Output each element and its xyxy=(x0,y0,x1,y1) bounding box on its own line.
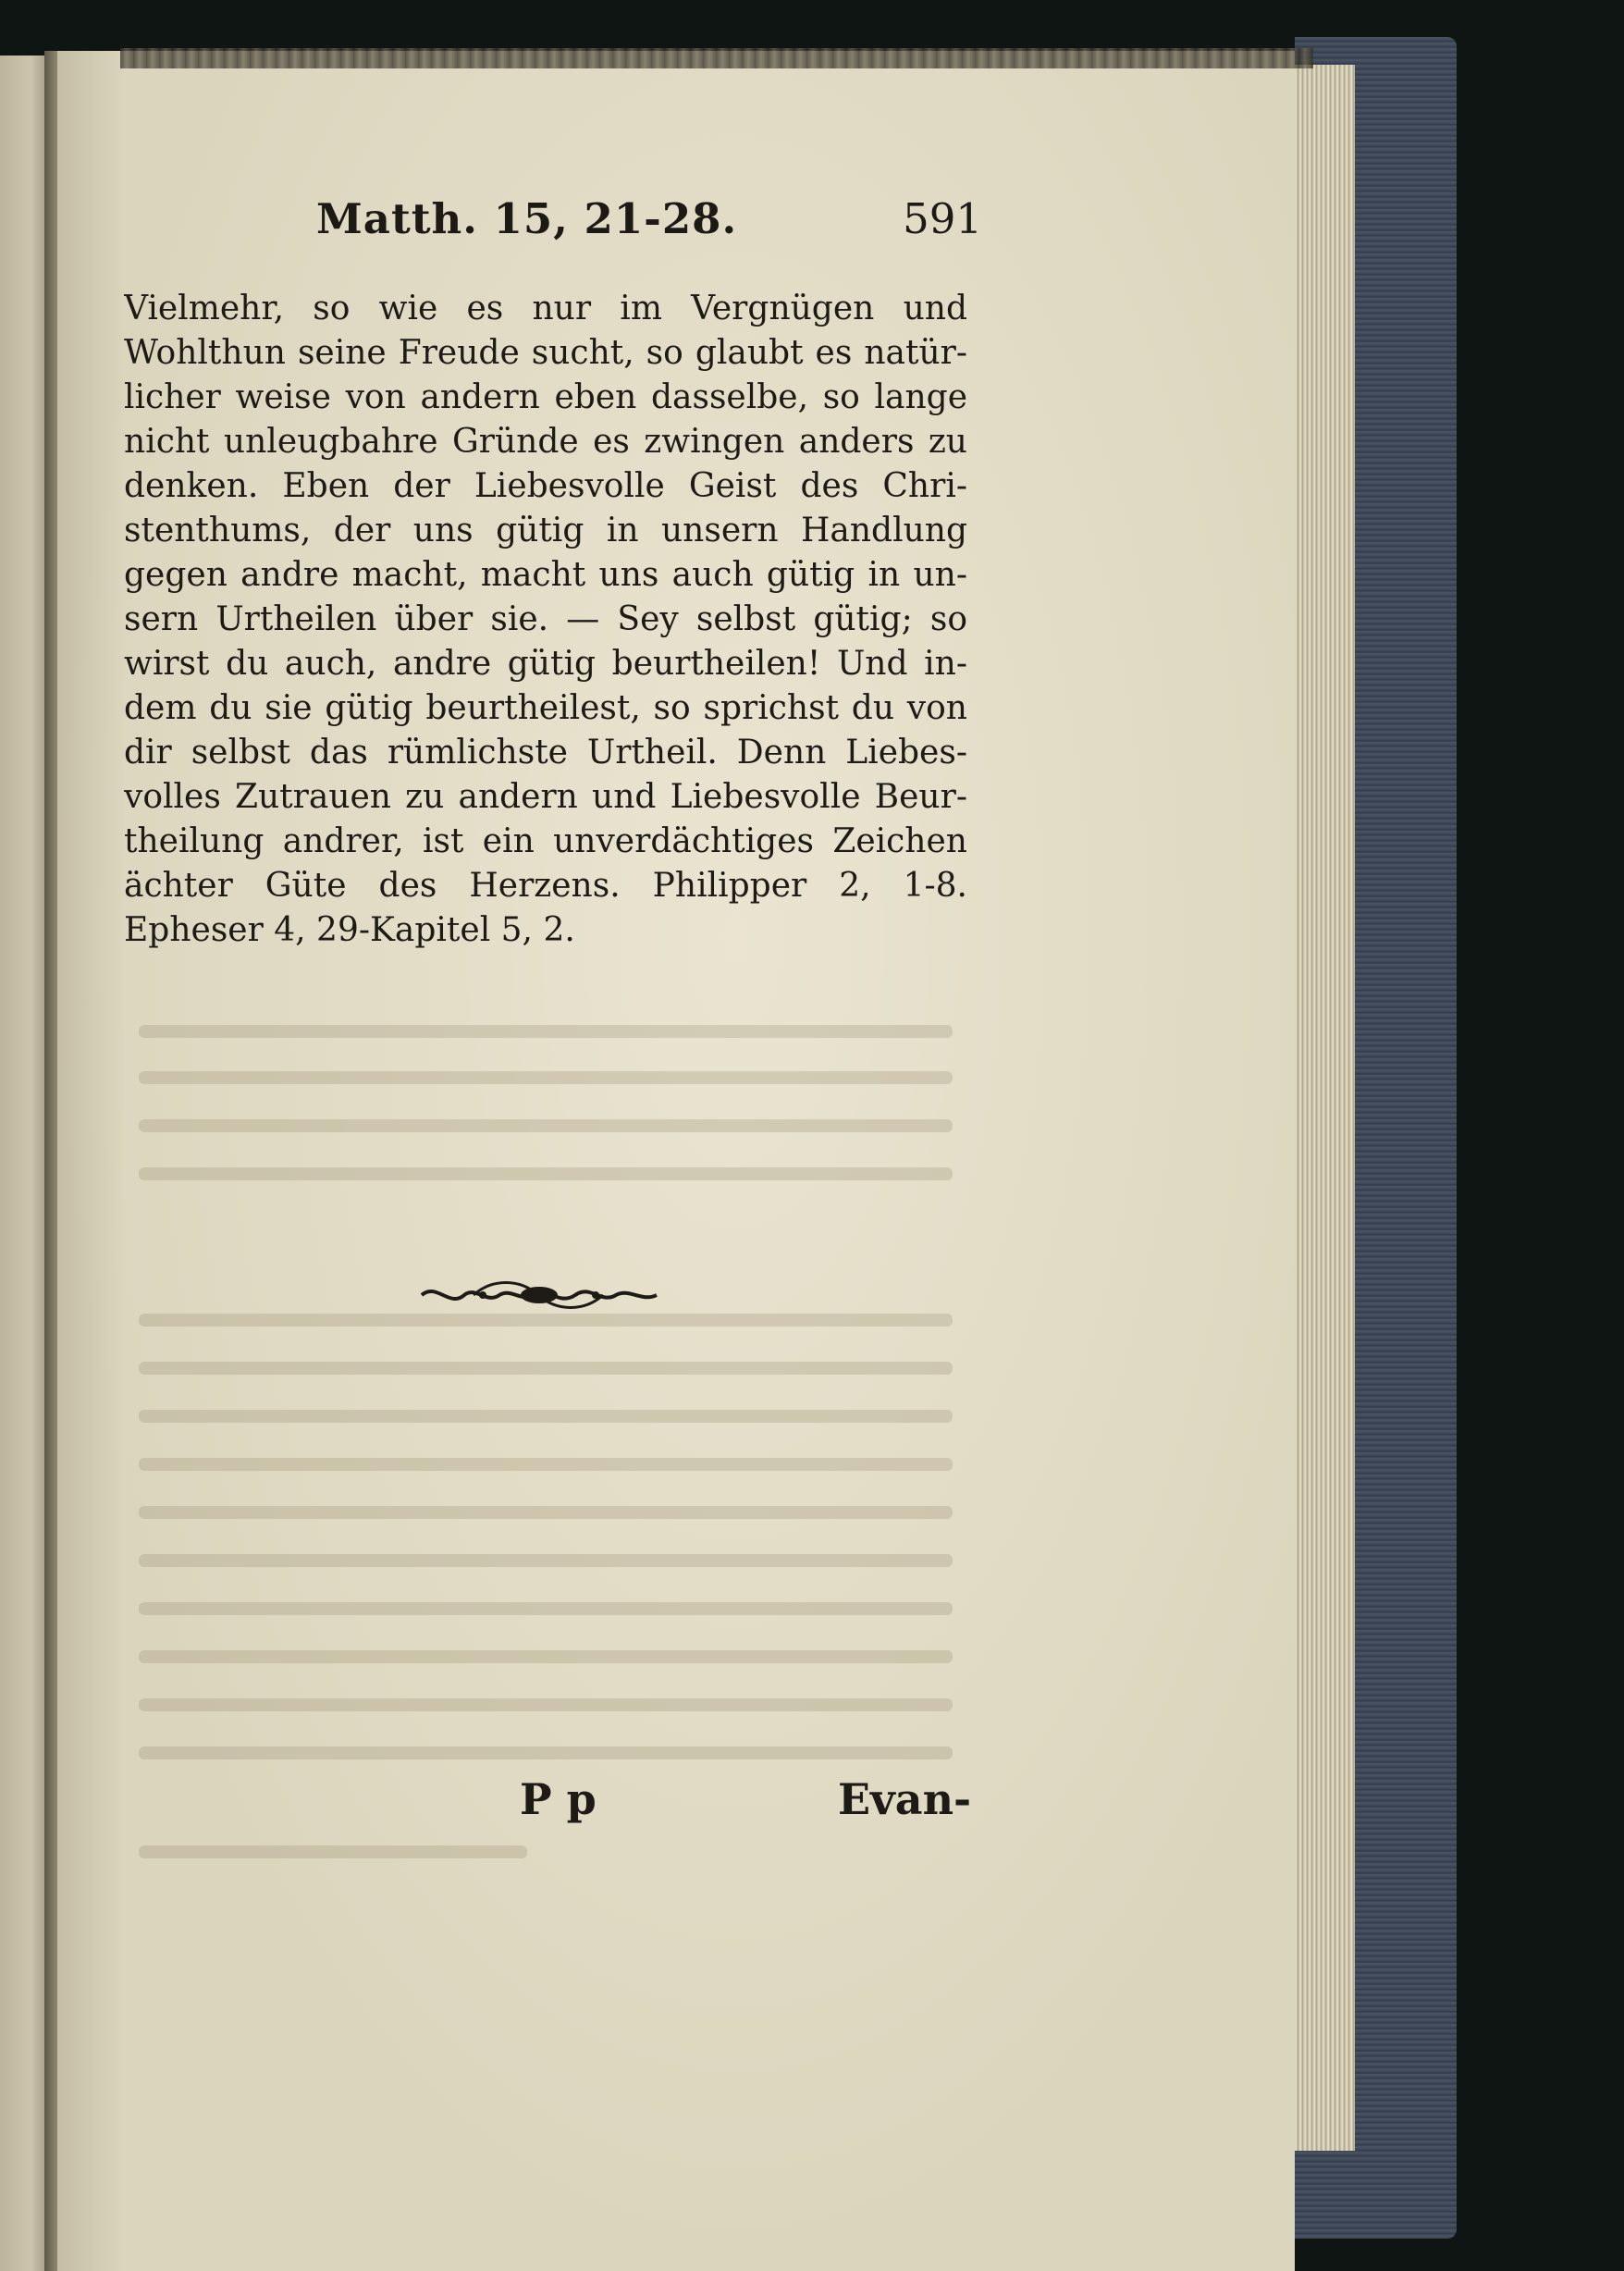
show-through xyxy=(139,1119,953,1132)
text-line: sern Urtheilen über sie. — Sey selbst gütig; so xyxy=(124,600,967,638)
text-line: theilung andrer, ist ein unverdächtiges Zeichen xyxy=(124,822,967,860)
running-title: Matth. 15, 21-28. xyxy=(316,194,738,243)
show-through xyxy=(139,1845,527,1858)
text-line: Vielmehr, so wie es nur im Vergnügen und xyxy=(124,290,967,327)
text-line: gegen andre macht, macht uns auch gütig in un- xyxy=(124,556,967,594)
show-through xyxy=(139,1458,953,1471)
previous-page-edge xyxy=(0,56,51,2271)
ornament-divider-icon xyxy=(418,1277,660,1314)
page-number: 591 xyxy=(903,194,982,243)
text-line: denken. Eben der Liebesvolle Geist des Chri- xyxy=(124,467,967,505)
show-through xyxy=(139,1025,953,1038)
page-edges xyxy=(1290,65,1355,2151)
running-head xyxy=(316,194,982,253)
text-line: volles Zutrauen zu andern und Liebesvolle Beur- xyxy=(124,778,967,816)
show-through xyxy=(139,1314,953,1327)
show-through xyxy=(139,1602,953,1615)
text-line: licher weise von andern eben dasselbe, so lange xyxy=(124,378,967,416)
show-through xyxy=(139,1506,953,1519)
show-through xyxy=(139,1167,953,1180)
show-through xyxy=(139,1410,953,1423)
book-gutter xyxy=(44,51,57,2271)
signature-mark: P p xyxy=(520,1774,597,1824)
show-through xyxy=(139,1071,953,1084)
text-line: Epheser 4, 29-Kapitel 5, 2. xyxy=(124,911,575,949)
page-top-edge xyxy=(120,48,1313,68)
show-through xyxy=(139,1554,953,1567)
show-through xyxy=(139,1362,953,1375)
text-line: Wohlthun seine Freude sucht, so glaubt es natür- xyxy=(124,334,967,372)
text-line: dir selbst das rümlichste Urtheil. Denn Liebes- xyxy=(124,734,967,771)
show-through xyxy=(139,1698,953,1711)
text-line: wirst du auch, andre gütig beurtheilen! Und in- xyxy=(124,645,967,683)
text-line: ächter Güte des Herzens. Philipper 2, 1-8. xyxy=(124,867,967,905)
show-through xyxy=(139,1746,953,1759)
text-line: dem du sie gütig beurtheilest, so sprichst du von xyxy=(124,689,967,727)
text-line: nicht unleugbahre Gründe es zwingen anders zu xyxy=(124,423,967,461)
body-text xyxy=(124,287,967,953)
show-through xyxy=(139,1650,953,1663)
text-line: stenthums, der uns gütig in unsern Handlung xyxy=(124,512,967,549)
catchword: Evan- xyxy=(838,1774,972,1824)
